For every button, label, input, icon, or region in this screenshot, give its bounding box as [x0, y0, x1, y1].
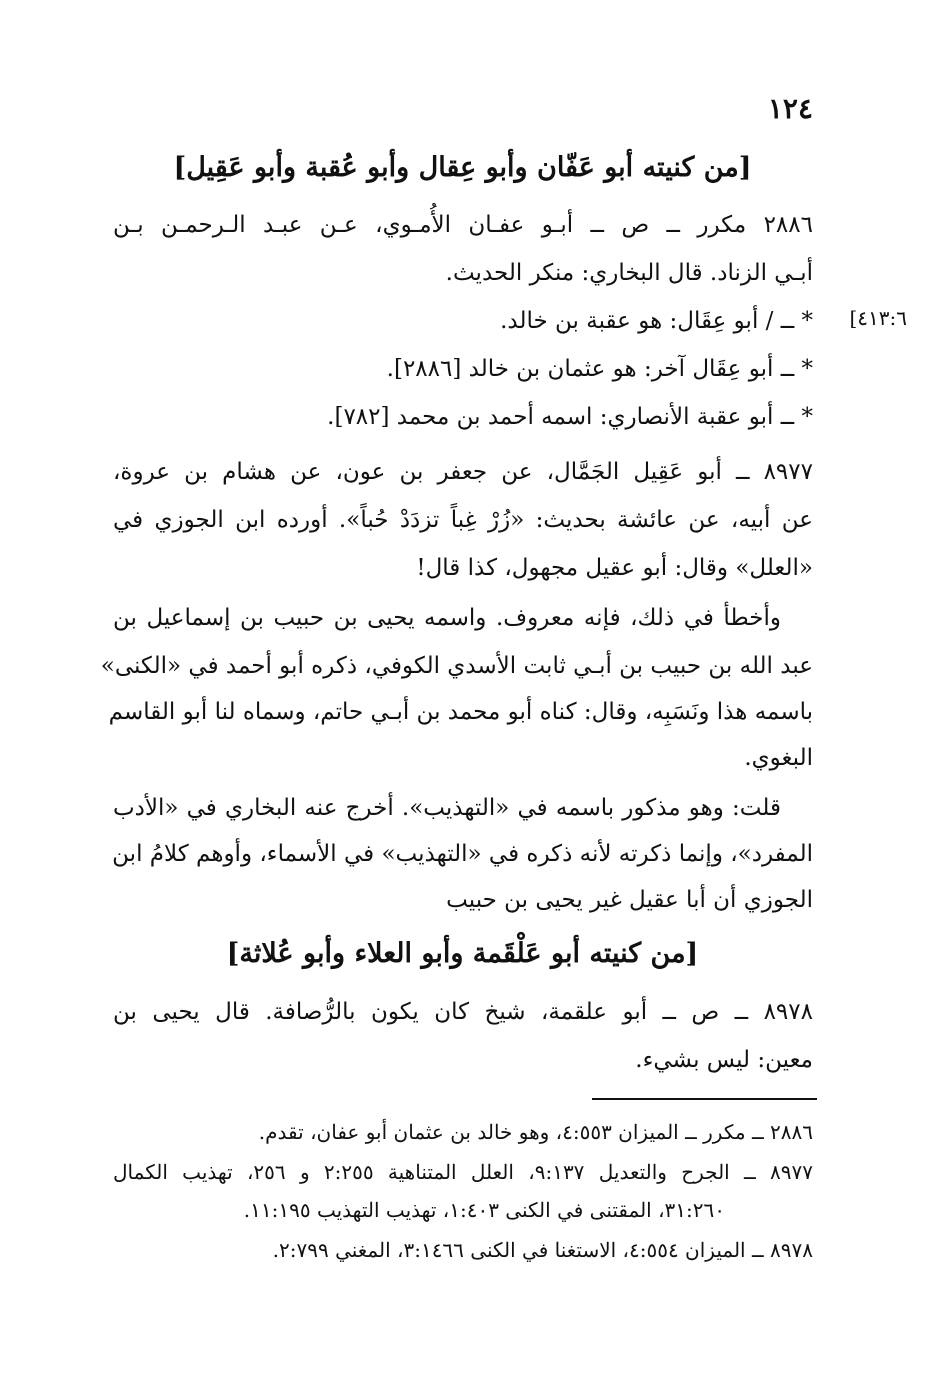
entry-8977-para2-line-1: وأخطأ في ذلك، فإنه معروف. واسمه يحيى بن حبيب بن إسماعيل بن: [113, 605, 781, 631]
entry-8977-line-1: ٨٩٧٧ ــ أبو عَقِيل الجَمَّال، عن جعفر بن عون، عن هشام بن عروة،: [113, 459, 813, 485]
footnote-8977-line-1: ٨٩٧٧ ــ الجرح والتعديل ٩:١٣٧، العلل المتناهية ٢:٢٥٥ و ٢٥٦، تهذيب الكمال: [113, 1160, 814, 1184]
entry-8977-line-2: عن أبيه، عن عائشة بحديث: «زُرْ غِباً تزدَدْ حُباً». أورده ابن الجوزي في: [113, 507, 813, 533]
entry-8977-para2-line-2: عبد الله بن حبيب بن أبـي ثابت الأسدي الكوفي، ذكره أبو أحمد في «الكنى»: [100, 653, 813, 679]
entry-8977-para2-line-3: باسمه هذا ونَسَبِه، وقال: كناه أبو محمد بن أبـي حاتم، وسماه لنا أبو القاسم: [108, 699, 813, 725]
section-heading-2: [من كنيته أبو عَلْقَمة وأبو العلاء وأبو عُلاثة]: [226, 938, 699, 969]
bullet-item-1: * ــ / أبو عِقَال: هو عقبة بن خالد.: [500, 308, 813, 334]
entry-8978-line-2: معين: ليس بشيء.: [635, 1047, 813, 1073]
side-reference: [٤١٣:٦: [849, 306, 907, 330]
section-heading-1: [من كنيته أبو عَفّان وأبو عِقال وأبو عُقبة وأبو عَقِيل]: [173, 152, 752, 183]
bullet-item-3: * ــ أبو عقبة الأنصاري: اسمه أحمد بن محمد [٧٨٢].: [327, 404, 813, 430]
entry-8977-line-3: «العلل» وقال: أبو عقيل مجهول، كذا قال!: [416, 555, 813, 581]
entry-8978-line-1: ٨٩٧٨ ــ ص ــ أبو علقمة، شيخ كان يكون بالرُّصافة. قال يحيى بن: [113, 999, 813, 1025]
entry-8977-para3-line-1: قلت: وهو مذكور باسمه في «التهذيب». أخرج عنه البخاري في «الأدب: [113, 795, 781, 821]
entry-8977-para3-line-3: الجوزي أن أبا عقيل غير يحيى بن حبيب: [446, 887, 813, 913]
entry-8977-para3-line-2: المفرد»، وإنما ذكرته لأنه ذكره في «التهذيب» في الأسماء، وأوهم كلامُ ابن: [112, 841, 813, 867]
entry-2886-line-1: ٢٨٨٦ مكرر ــ ص ــ أبـو عفـان الأُمـوي، عـن عبـد الـرحمـن بـن: [113, 212, 813, 238]
entry-8977-para2-line-4: البغوي.: [744, 745, 813, 771]
footnote-divider: [592, 1098, 817, 1100]
footnote-8977-line-2: ٣١:٢٦٠، المقتنى في الكنى ١:٤٠٣، تهذيب التهذيب ١١:١٩٥.: [243, 1198, 725, 1222]
footnote-2886: ٢٨٨٦ ــ مكرر ــ الميزان ٤:٥٥٣، وهو خالد بن عثمان أبو عفان، تقدم.: [258, 1120, 813, 1144]
bullet-item-2: * ــ أبو عِقَال آخر: هو عثمان بن خالد [٢٨٨٦].: [386, 356, 813, 382]
footnote-8978: ٨٩٧٨ ــ الميزان ٤:٥٥٤، الاستغنا في الكنى ٣:١٤٦٦، المغني ٢:٧٩٩.: [272, 1238, 813, 1262]
page-number: ١٢٤: [767, 92, 813, 125]
entry-2886-line-2: أبـي الزناد. قال البخاري: منكر الحديث.: [445, 260, 813, 286]
